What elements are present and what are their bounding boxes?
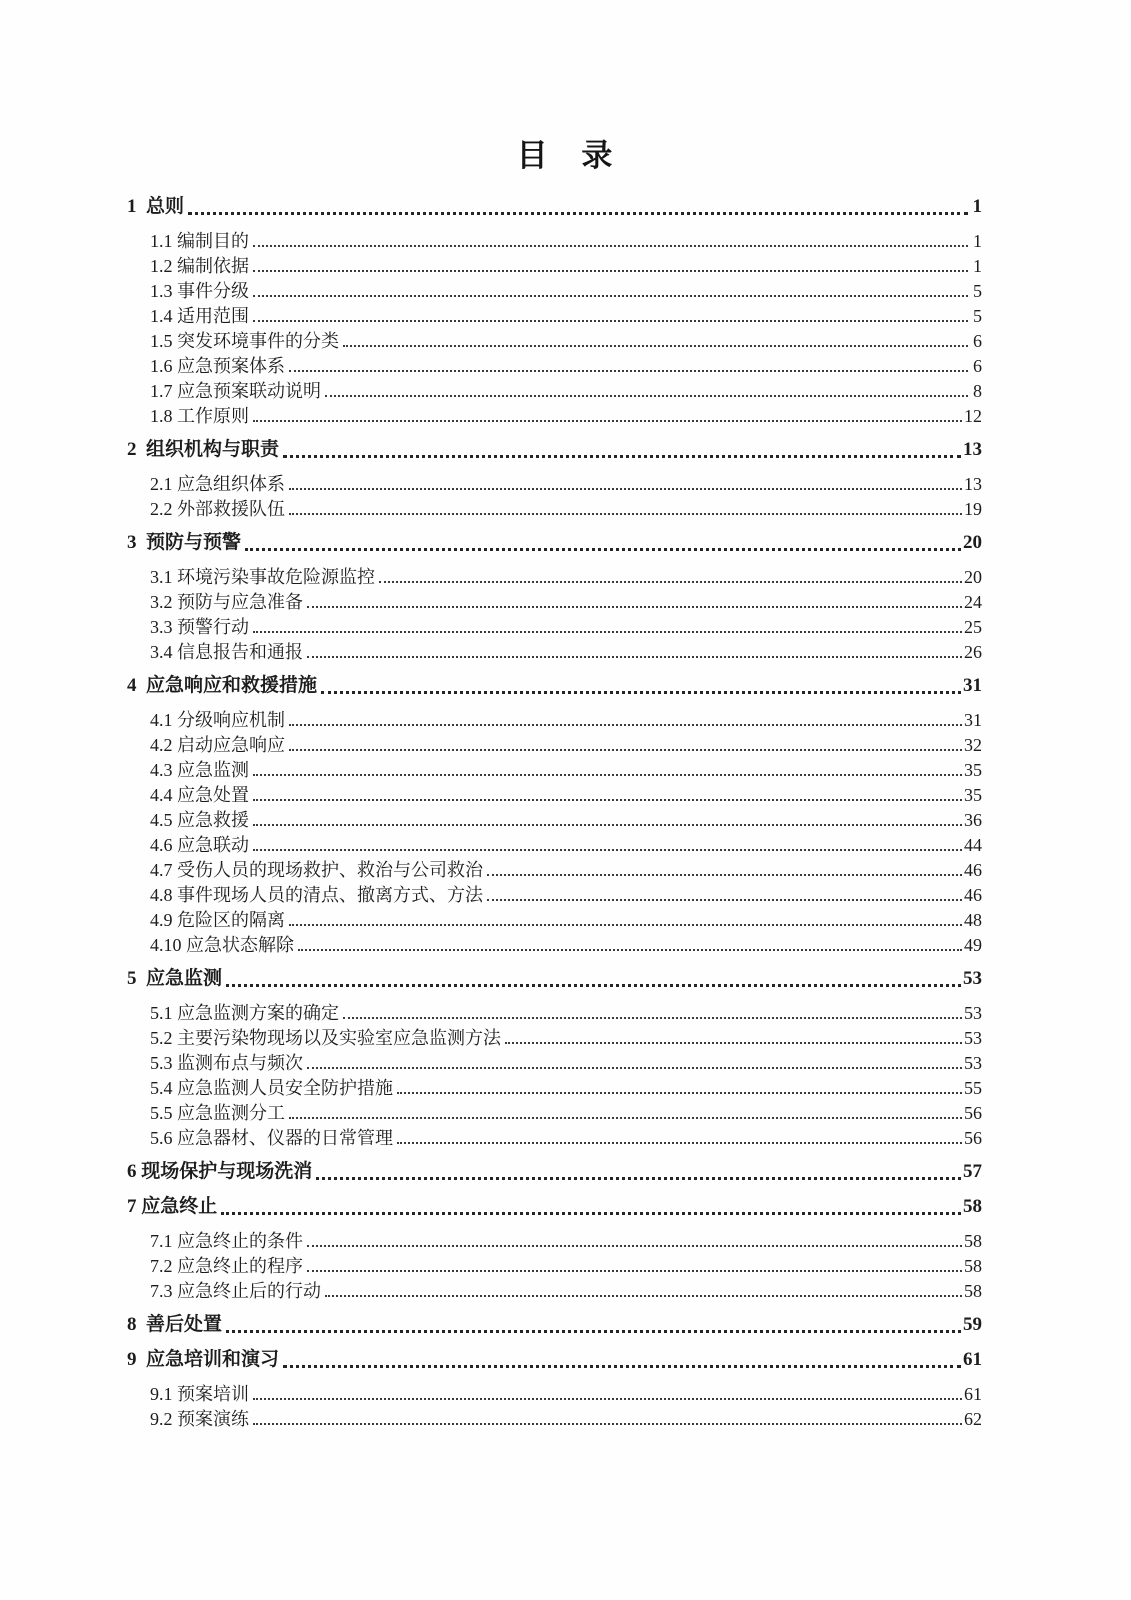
dot-leader	[289, 513, 962, 515]
toc-entry-label: 9.1 预案培训	[150, 1383, 249, 1404]
toc-entry-page: 1	[972, 196, 982, 218]
dot-leader	[253, 420, 962, 422]
toc-entry-label: 1 总则	[127, 196, 185, 218]
dot-leader	[397, 1142, 962, 1144]
toc-entry-label: 4.4 应急处置	[150, 784, 249, 805]
toc-entry-page: 6	[973, 355, 982, 376]
toc-entry-label: 7.2 应急终止的程序	[150, 1255, 303, 1276]
dot-leader	[289, 924, 962, 926]
toc-entry[interactable]	[127, 1380, 982, 1405]
toc-entry-page: 20	[964, 566, 982, 587]
toc-entry[interactable]	[127, 352, 982, 377]
toc-entry-page: 25	[964, 616, 982, 637]
toc-entry[interactable]	[127, 1405, 982, 1430]
toc-entry-page: 5	[973, 280, 982, 301]
toc-entry[interactable]	[127, 1192, 982, 1219]
toc-entry-page: 53	[964, 1052, 982, 1073]
toc-entry-page: 32	[964, 734, 982, 755]
toc-entry-label: 4.6 应急联动	[150, 834, 249, 855]
dot-leader	[325, 1295, 962, 1297]
toc-entry-label: 1.8 工作原则	[150, 405, 249, 426]
dot-leader	[253, 270, 968, 272]
toc-entry-label: 4.8 事件现场人员的清点、撤离方式、方法	[150, 884, 483, 905]
dot-leader	[379, 581, 962, 583]
toc-entry[interactable]	[127, 1252, 982, 1277]
toc-entry-page: 1	[973, 255, 982, 276]
dot-leader	[397, 1092, 962, 1094]
toc-entry-page: 5	[973, 305, 982, 326]
toc-entry-page: 44	[964, 834, 982, 855]
toc-entry[interactable]	[127, 495, 982, 520]
dot-leader	[307, 606, 962, 608]
toc-entry-label: 2.2 外部救援队伍	[150, 498, 285, 519]
toc-entry[interactable]	[127, 377, 982, 402]
toc-entry-label: 1.5 突发环境事件的分类	[150, 330, 339, 351]
toc-entry-label: 4.5 应急救援	[150, 809, 249, 830]
toc-entry[interactable]	[127, 706, 982, 731]
toc-entry[interactable]	[127, 881, 982, 906]
toc-entry-label: 4.3 应急监测	[150, 759, 249, 780]
dot-leader	[487, 899, 962, 901]
toc-entry-page: 58	[963, 1196, 982, 1218]
toc-entry-page: 53	[963, 968, 982, 990]
toc-entry-page: 35	[964, 759, 982, 780]
toc-entry-page: 58	[964, 1230, 982, 1251]
toc-entry[interactable]	[127, 302, 982, 327]
toc-entry[interactable]	[127, 964, 982, 991]
toc-entry[interactable]	[127, 528, 982, 555]
toc-entry-page: 57	[963, 1161, 982, 1183]
toc-entry[interactable]	[127, 327, 982, 352]
dot-leader	[289, 749, 962, 751]
toc-entry-label: 2.1 应急组织体系	[150, 473, 285, 494]
toc-entry-page: 56	[964, 1102, 982, 1123]
toc-entry-label: 1.7 应急预案联动说明	[150, 380, 321, 401]
toc-entry[interactable]	[127, 1345, 982, 1372]
toc-entry-label: 8 善后处置	[127, 1314, 223, 1336]
toc-entry-label: 7 应急终止	[127, 1196, 218, 1218]
toc-entry-page: 8	[973, 380, 982, 401]
dot-leader	[253, 245, 968, 247]
toc-entry-label: 4.2 启动应急响应	[150, 734, 285, 755]
toc-entry[interactable]	[127, 1157, 982, 1184]
toc-entry-label: 3.4 信息报告和通报	[150, 641, 303, 662]
toc-entry[interactable]	[127, 781, 982, 806]
toc-entry[interactable]	[127, 856, 982, 881]
toc-entry-page: 46	[964, 884, 982, 905]
toc-entry-page: 31	[964, 709, 982, 730]
dot-leader	[253, 295, 968, 297]
dot-leader	[283, 1365, 961, 1368]
dot-leader	[289, 370, 968, 372]
toc-entry-page: 19	[964, 498, 982, 519]
toc-entry-label: 1.4 适用范围	[150, 305, 249, 326]
toc-entry[interactable]	[127, 470, 982, 495]
dot-leader	[226, 984, 961, 987]
dot-leader	[253, 1423, 962, 1425]
toc-entry-label: 5 应急监测	[127, 968, 223, 990]
toc-entry[interactable]	[127, 1099, 982, 1124]
toc-entry-page: 36	[964, 809, 982, 830]
toc-entry-label: 3.3 预警行动	[150, 616, 249, 637]
toc-entry[interactable]	[127, 638, 982, 663]
toc-entry[interactable]	[127, 1227, 982, 1252]
toc-entry-page: 20	[963, 532, 982, 554]
page-title: 目 录	[516, 138, 615, 173]
toc-entry[interactable]	[127, 588, 982, 613]
toc-entry-page: 62	[964, 1408, 982, 1429]
toc-entry-page: 49	[964, 934, 982, 955]
toc-entry-label: 6 现场保护与现场洗消	[127, 1161, 313, 1183]
dot-leader	[283, 455, 961, 458]
dot-leader	[307, 1245, 962, 1247]
toc-entry-page: 6	[973, 330, 982, 351]
toc-entry-label: 4.1 分级响应机制	[150, 709, 285, 730]
toc-entry[interactable]	[127, 1049, 982, 1074]
toc-entry-label: 1.3 事件分级	[150, 280, 249, 301]
toc-entry-page: 12	[964, 405, 982, 426]
toc-entry[interactable]	[127, 931, 982, 956]
toc-entry[interactable]	[127, 806, 982, 831]
dot-leader	[221, 1212, 961, 1215]
toc-entry-label: 9.2 预案演练	[150, 1408, 249, 1429]
toc-entry[interactable]	[127, 192, 982, 219]
toc-entry-label: 3.2 预防与应急准备	[150, 591, 303, 612]
dot-leader	[325, 395, 968, 397]
toc-entry-label: 1.1 编制目的	[150, 230, 249, 251]
toc-entry[interactable]	[127, 906, 982, 931]
toc-entry[interactable]	[127, 671, 982, 698]
toc-entry-page: 55	[964, 1077, 982, 1098]
toc-entry[interactable]	[127, 1124, 982, 1149]
toc-entry-page: 56	[964, 1127, 982, 1148]
toc-entry-page: 26	[964, 641, 982, 662]
toc-entry[interactable]	[127, 1310, 982, 1337]
dot-leader	[307, 1270, 962, 1272]
dot-leader	[307, 1067, 962, 1069]
dot-leader	[253, 1398, 962, 1400]
toc-entry-label: 4.10 应急状态解除	[150, 934, 294, 955]
toc-entry-page: 53	[964, 1002, 982, 1023]
toc-entry-page: 53	[964, 1027, 982, 1048]
dot-leader	[289, 724, 962, 726]
dot-leader	[253, 849, 962, 851]
toc-entry-page: 31	[963, 675, 982, 697]
dot-leader	[226, 1330, 961, 1333]
toc-entry-label: 1.6 应急预案体系	[150, 355, 285, 376]
toc-entry[interactable]	[127, 435, 982, 462]
toc-entry-page: 1	[973, 230, 982, 251]
toc-entry-page: 58	[964, 1280, 982, 1301]
dot-leader	[253, 320, 968, 322]
toc-entry[interactable]	[127, 999, 982, 1024]
toc-entry-page: 35	[964, 784, 982, 805]
toc-entry-label: 5.6 应急器材、仪器的日常管理	[150, 1127, 393, 1148]
toc-entry-label: 5.4 应急监测人员安全防护措施	[150, 1077, 393, 1098]
toc-entry-page: 13	[963, 439, 982, 461]
toc-entry-label: 3 预防与预警	[127, 532, 242, 554]
toc-entry-label: 5.1 应急监测方案的确定	[150, 1002, 339, 1023]
toc-entry-page: 61	[964, 1383, 982, 1404]
toc-entry-page: 59	[963, 1314, 982, 1336]
dot-leader	[253, 774, 962, 776]
toc-entry-label: 3.1 环境污染事故危险源监控	[150, 566, 375, 587]
dot-leader	[253, 824, 962, 826]
dot-leader	[253, 631, 962, 633]
toc-entry[interactable]	[127, 731, 982, 756]
toc-entry-page: 13	[964, 473, 982, 494]
dot-leader	[316, 1177, 961, 1180]
toc-entry-label: 2 组织机构与职责	[127, 439, 280, 461]
toc-entry-page: 61	[963, 1349, 982, 1371]
toc-entry[interactable]	[127, 227, 982, 252]
toc-entry[interactable]	[127, 756, 982, 781]
toc-entry-label: 5.2 主要污染物现场以及实验室应急监测方法	[150, 1027, 501, 1048]
dot-leader	[289, 488, 962, 490]
toc-entry-label: 7.1 应急终止的条件	[150, 1230, 303, 1251]
toc-entry[interactable]	[127, 1074, 982, 1099]
toc-entry-label: 5.5 应急监测分工	[150, 1102, 285, 1123]
dot-leader	[188, 212, 968, 215]
dot-leader	[343, 1017, 962, 1019]
dot-leader	[307, 656, 962, 658]
toc-entry-label: 5.3 监测布点与频次	[150, 1052, 303, 1073]
toc-entry[interactable]	[127, 1024, 982, 1049]
toc-entry-page: 48	[964, 909, 982, 930]
dot-leader	[289, 1117, 962, 1119]
toc-entry-label: 9 应急培训和演习	[127, 1349, 280, 1371]
toc-entry[interactable]	[127, 831, 982, 856]
dot-leader	[298, 949, 962, 951]
toc-entry-label: 1.2 编制依据	[150, 255, 249, 276]
dot-leader	[343, 345, 968, 347]
dot-leader	[487, 874, 962, 876]
toc-entry[interactable]	[127, 1277, 982, 1302]
dot-leader	[505, 1042, 962, 1044]
table-of-contents	[127, 184, 982, 1430]
toc-entry-label: 4 应急响应和救援措施	[127, 675, 318, 697]
toc-entry-label: 7.3 应急终止后的行动	[150, 1280, 321, 1301]
toc-entry[interactable]	[127, 613, 982, 638]
dot-leader	[321, 691, 961, 694]
toc-entry[interactable]	[127, 252, 982, 277]
toc-entry-label: 4.7 受伤人员的现场救护、救治与公司救治	[150, 859, 483, 880]
toc-entry[interactable]	[127, 277, 982, 302]
dot-leader	[253, 799, 962, 801]
toc-entry-page: 24	[964, 591, 982, 612]
toc-entry-page: 58	[964, 1255, 982, 1276]
toc-entry[interactable]	[127, 563, 982, 588]
toc-entry[interactable]	[127, 402, 982, 427]
toc-entry-label: 4.9 危险区的隔离	[150, 909, 285, 930]
toc-entry-page: 46	[964, 859, 982, 880]
dot-leader	[245, 548, 961, 551]
